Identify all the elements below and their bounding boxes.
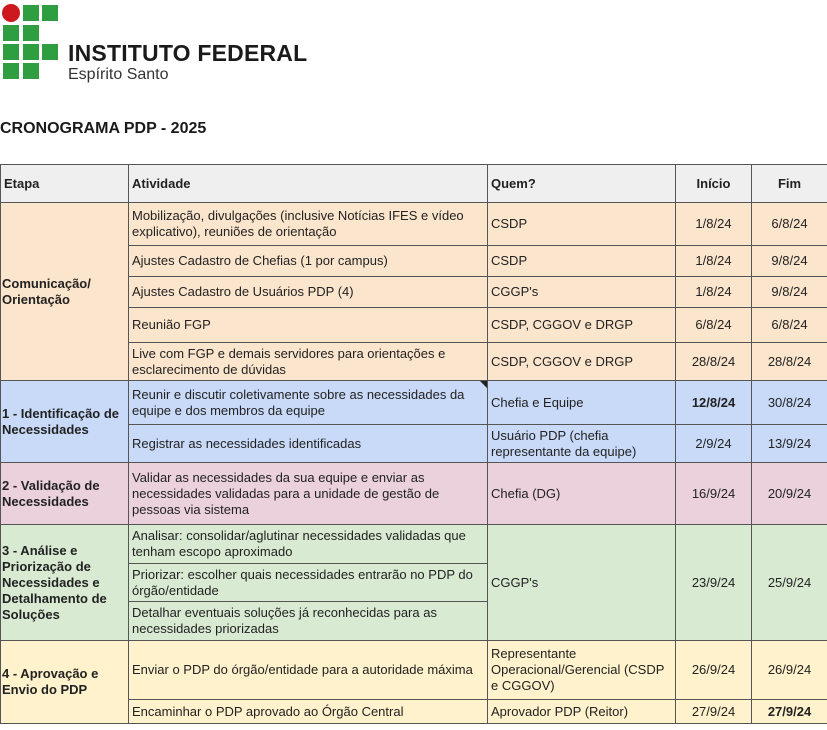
table-header-row [1, 165, 827, 203]
logo-square [23, 25, 39, 41]
activity-cell: Reunir e discutir coletivamente sobre as necessidades da equipe e dos membros da equipe [129, 381, 488, 425]
end-date-cell: 20/9/24 [752, 463, 827, 525]
logo-square [23, 5, 39, 21]
end-date-cell: 9/8/24 [752, 246, 827, 277]
header-inicio: Início [676, 165, 752, 203]
activity-cell: Analisar: consolidar/aglutinar necessidades validadas que tenham escopo aproximado [129, 525, 488, 564]
end-date-cell: 25/9/24 [752, 525, 827, 641]
logo-subtitle: Espírito Santo [68, 66, 169, 83]
who-cell: CGGP's [488, 277, 676, 308]
activity-cell: Ajustes Cadastro de Usuários PDP (4) [129, 277, 488, 308]
logo-square [3, 44, 19, 60]
end-date-cell: 6/8/24 [752, 203, 827, 246]
start-date-cell: 27/9/24 [676, 700, 752, 724]
logo-square [42, 5, 58, 21]
who-cell: Chefia e Equipe [488, 381, 676, 425]
who-cell: CSDP [488, 246, 676, 277]
end-date-cell: 13/9/24 [752, 425, 827, 463]
table-row [1, 203, 827, 246]
end-date-cell: 28/8/24 [752, 343, 827, 381]
stage-cell: 2 - Validação de Necessidades [1, 463, 129, 525]
activity-cell: Priorizar: escolher quais necessidades entrarão no PDP do órgão/entidade [129, 564, 488, 602]
logo-red-dot [2, 4, 20, 22]
header-etapa: Etapa [1, 165, 129, 203]
activity-cell: Live com FGP e demais servidores para orientações e esclarecimento de dúvidas [129, 343, 488, 381]
schedule-table [0, 164, 827, 724]
start-date-cell: 26/9/24 [676, 641, 752, 700]
stage-cell: 1 - Identificação de Necessidades [1, 381, 129, 463]
logo-square [3, 25, 19, 41]
start-date-cell: 6/8/24 [676, 308, 752, 343]
start-date-cell: 1/8/24 [676, 246, 752, 277]
start-date-cell: 12/8/24 [676, 381, 752, 425]
header-atividade: Atividade [129, 165, 488, 203]
header-fim: Fim [752, 165, 827, 203]
activity-cell: Reunião FGP [129, 308, 488, 343]
logo-square [3, 63, 19, 79]
who-cell: Aprovador PDP (Reitor) [488, 700, 676, 724]
who-cell: CSDP, CGGOV e DRGP [488, 308, 676, 343]
logo-title: INSTITUTO FEDERAL [68, 40, 308, 66]
table-row [1, 381, 827, 425]
table-row [1, 525, 827, 564]
who-cell: CSDP [488, 203, 676, 246]
who-cell: CSDP, CGGOV e DRGP [488, 343, 676, 381]
start-date-cell: 1/8/24 [676, 277, 752, 308]
end-date-cell: 27/9/24 [752, 700, 827, 724]
start-date-cell: 16/9/24 [676, 463, 752, 525]
activity-cell: Mobilização, divulgações (inclusive Notícias IFES e vídeo explicativo), reuniões de orientação [129, 203, 488, 246]
table-row [1, 463, 827, 525]
start-date-cell: 1/8/24 [676, 203, 752, 246]
activity-cell: Enviar o PDP do órgão/entidade para a autoridade máxima [129, 641, 488, 700]
activity-cell: Ajustes Cadastro de Chefias (1 por campus) [129, 246, 488, 277]
logo-square [23, 63, 39, 79]
end-date-cell: 6/8/24 [752, 308, 827, 343]
who-cell: Usuário PDP (chefia representante da equipe) [488, 425, 676, 463]
logo-square [23, 44, 39, 60]
who-cell: Representante Operacional/Gerencial (CSDP e CGGOV) [488, 641, 676, 700]
end-date-cell: 30/8/24 [752, 381, 827, 425]
logo-square [42, 44, 58, 60]
who-cell: CGGP's [488, 525, 676, 641]
table-row [1, 641, 827, 700]
start-date-cell: 2/9/24 [676, 425, 752, 463]
start-date-cell: 28/8/24 [676, 343, 752, 381]
activity-cell: Validar as necessidades da sua equipe e enviar as necessidades validadas para a unidade de gestão de pessoas via sistema [129, 463, 488, 525]
start-date-cell: 23/9/24 [676, 525, 752, 641]
activity-cell: Encaminhar o PDP aprovado ao Órgão Central [129, 700, 488, 724]
stage-cell: 4 - Aprovação e Envio do PDP [1, 641, 129, 724]
end-date-cell: 9/8/24 [752, 277, 827, 308]
stage-cell: Comunicação/ Orientação [1, 203, 129, 381]
activity-cell: Detalhar eventuais soluções já reconhecidas para as necessidades priorizadas [129, 602, 488, 641]
stage-cell: 3 - Análise e Priorização de Necessidades e Detalhamento de Soluções [1, 525, 129, 641]
header-quem: Quem? [488, 165, 676, 203]
page-title: CRONOGRAMA PDP - 2025 [0, 120, 207, 137]
ifes-logo [0, 0, 308, 90]
end-date-cell: 26/9/24 [752, 641, 827, 700]
who-cell: Chefia (DG) [488, 463, 676, 525]
activity-cell: Registrar as necessidades identificadas [129, 425, 488, 463]
